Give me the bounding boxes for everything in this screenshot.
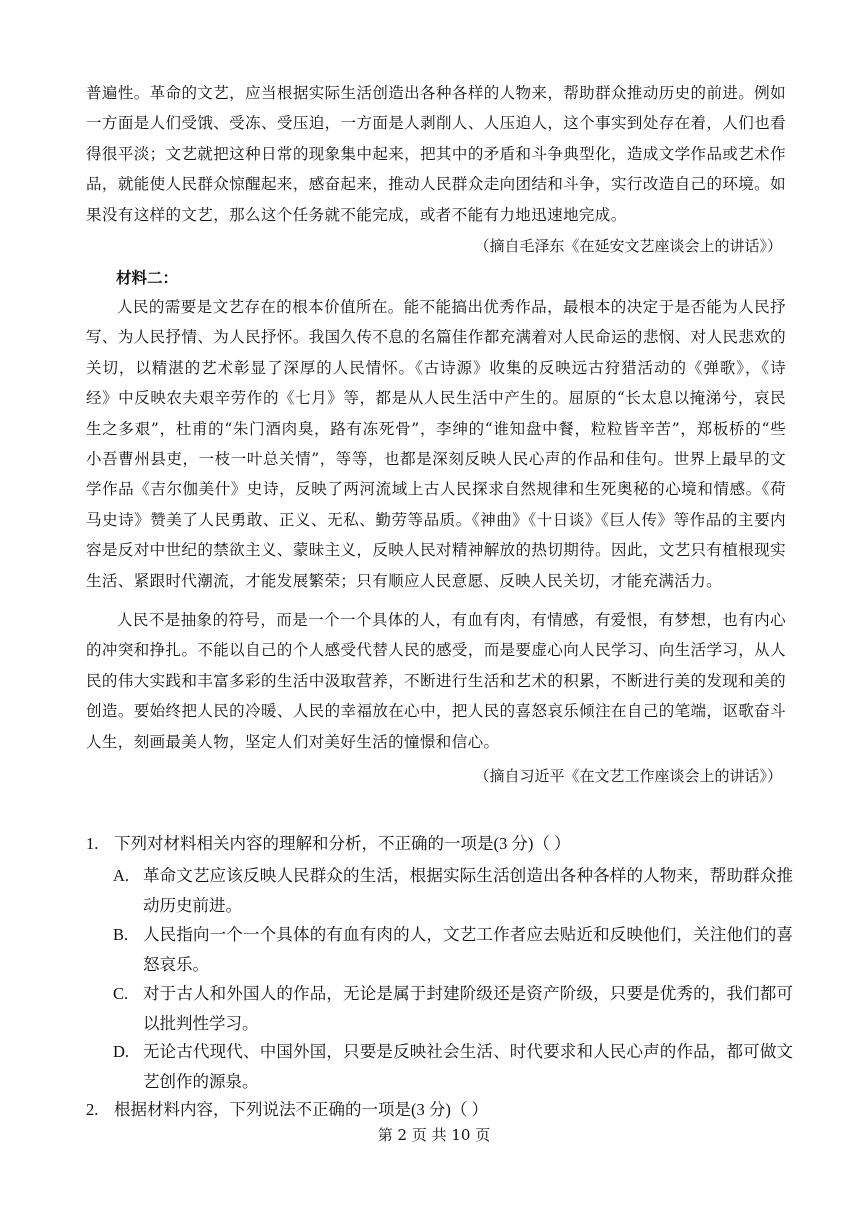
- question-number: 1.: [86, 834, 99, 853]
- option-d: [113, 1037, 793, 1097]
- page-footer: 第 2 页 共 10 页: [377, 1126, 491, 1144]
- option-letter: B.: [113, 925, 129, 944]
- option-letter: A.: [113, 866, 130, 885]
- material2-source: （摘自习近平《在文艺工作座谈会上的讲话》）: [474, 767, 782, 785]
- question-number: 2.: [86, 1100, 99, 1119]
- option-c: [113, 979, 793, 1039]
- option-text: 对于古人和外国人的作品，无论是属于封建阶级还是资产阶级，只要是优秀的，我们都可以批判性学习。: [143, 984, 793, 1033]
- material1-source: （摘自毛泽东《在延安文艺座谈会上的讲话》）: [474, 237, 782, 255]
- material2-paragraph-1: 人民的需要是文艺存在的根本价值所在。能不能搞出优秀作品，最根本的决定于是否能为人民抒写、为人民抒情、为人民抒怀。我国久传不息的名篇佳作都充满着对人民命运的悲悯、对人民悲欢的关切，以精湛的艺术彰显了深厚的人民情怀。《古诗源》收集的反映远古狩猎活动的《弹歌》，《诗经》中反映农夫艰辛劳作的《七月》等，都是从人民生活中产生的。屈原的“长太息以掩涕兮，哀民生之多艰”，杜甫的“朱门酒肉臭，路有冻死骨”，李绅的“谁知盘中餐，粒粒皆辛苦”，郑板桥的“些小吾曹州县吏，一枝一叶总关情”，等等，也都是深刻反映人民心声的作品和佳句。世界上最早的文学作品《吉尔伽美什》史诗，反映了两河流域上古人民探求自然规律和生死奥秘的心境和情感。《荷马史诗》赞美了人民勇敢、正义、无私、勤劳等品质。《神曲》《十日谈》《巨人传》等作品的主要内容是反对中世纪的禁欲主义、蒙昧主义，反映人民对精神解放的热切期待。因此，文艺只有植根现实生活、紧跟时代潮流，才能发展繁荣；只有顺应人民意愿、反映人民关切，才能充满活力。: [86, 298, 786, 590]
- material2-paragraph-2: 人民不是抽象的符号，而是一个一个具体的人，有血有肉，有情感，有爱恨，有梦想，也有内心的冲突和挣扎。不能以自己的个人感受代替人民的感受，而是要虚心向人民学习、向生活学习，从人民的伟大实践和丰富多彩的生活中汲取营养，不断进行生活和艺术的积累，不断进行美的发现和美的创造。要始终把人民的冷暖、人民的幸福放在心中，把人民的喜怒哀乐倾注在自己的笔端，讴歌奋斗人生，刻画最美人物，坚定人们对美好生活的憧憬和信心。: [86, 611, 786, 751]
- option-letter: C.: [113, 984, 129, 1003]
- option-a: [113, 861, 793, 921]
- question-stem: 根据材料内容，下列说法不正确的一项是(3 分)（ ）: [114, 1100, 488, 1119]
- option-text: 革命文艺应该反映人民群众的生活，根据实际生活创造出各种各样的人物来，帮助群众推动历史前进。: [143, 866, 793, 915]
- question-stem: 下列对材料相关内容的理解和分析，不正确的一项是(3 分)（ ）: [114, 834, 571, 853]
- option-letter: D.: [113, 1042, 130, 1061]
- material1-continuation: 普遍性。革命的文艺，应当根据实际生活创造出各种各样的人物来，帮助群众推动历史的前进。例如一方面是人们受饿、受冻、受压迫，一方面是人剥削人、人压迫人，这个事实到处存在着，人们也看得很平淡；文艺就把这种日常的现象集中起来，把其中的矛盾和斗争典型化，造成文学作品或艺术作品，就能使人民群众惊醒起来，感奋起来，推动人民群众走向团结和斗争，实行改造自己的环境。如果没有这样的文艺，那么这个任务就不能完成，或者不能有力地迅速地完成。: [86, 84, 786, 224]
- material2-heading: 材料二：: [116, 268, 179, 287]
- option-b: [113, 920, 793, 980]
- option-text: 人民指向一个一个具体的有血有肉的人，文艺工作者应去贴近和反映他们，关注他们的喜怒哀乐。: [143, 925, 793, 974]
- option-text: 无论古代现代、中国外国，只要是反映社会生活、时代要求和人民心声的作品，都可做文艺创作的源泉。: [143, 1042, 793, 1091]
